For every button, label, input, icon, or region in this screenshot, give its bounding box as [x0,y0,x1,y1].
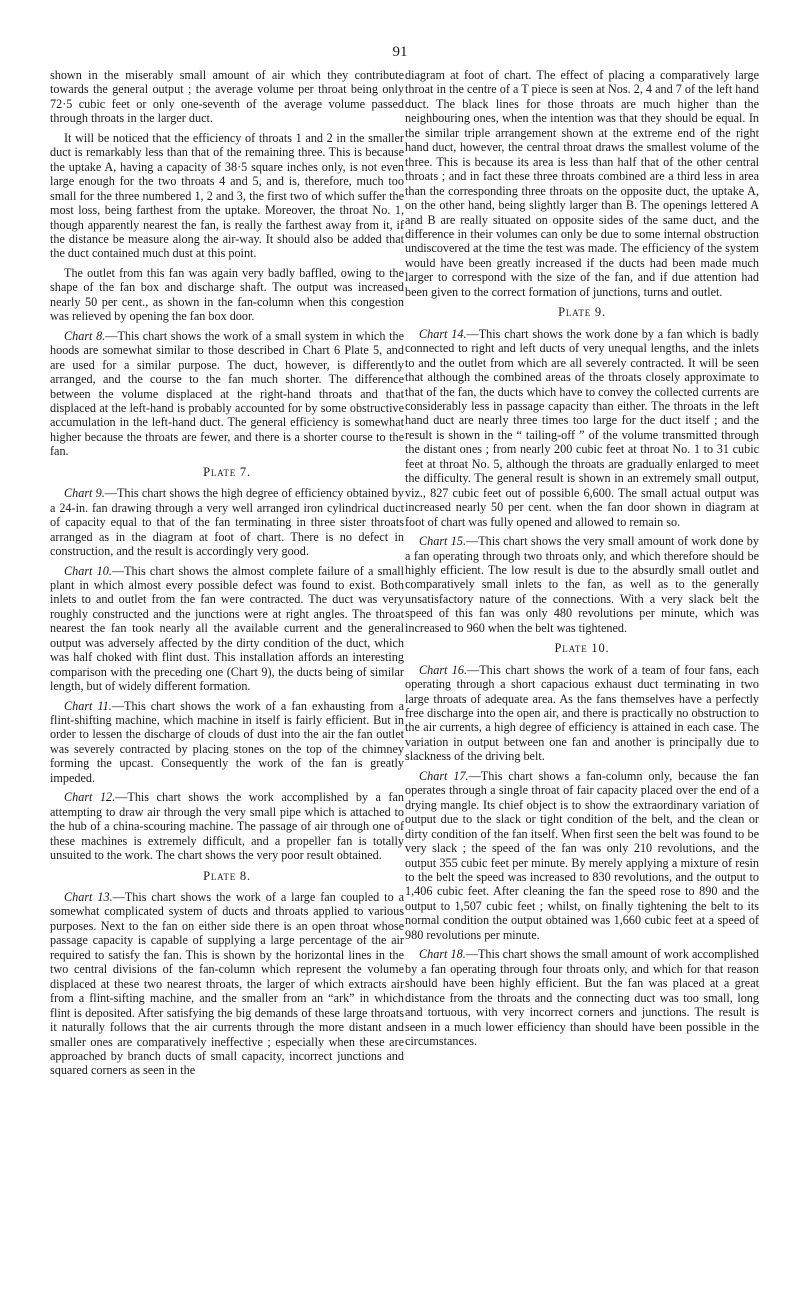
chart-17-label: Chart 17. [419,768,469,783]
chart-9-paragraph [50,486,404,558]
chart-17-text: —This chart shows a fan-column only, because the fan operates through a single throat of fair capacity placed over the end of a drying mangle. Its chief object is to show the extraordinary variation of output due to the slack or tight condition of the belt, and the clean or dirty condition of the fan itself. When first seen the belt was found to be very slack ; the speed of the fan was only 210 revolutions, and the output 355 cubic feet per minute. By merely applying a mixture of resin to the belt the speed was increased to 830 revolutions, and the output to 1,406 cubic feet. After cleaning the fan the speed rose to 890 and the output to 1,507 cubic feet ; whilst, on finally tightening the belt to its normal condition the output obtained was 1,660 cubic feet at a speed of 980 revolutions per minute. [405,768,760,942]
plate-9-heading: Plate 9. [558,305,606,320]
chart-11-text: —This chart shows the work of a fan exhausting from a flint-shifting machine, which machine in itself is fairly efficient. But in order to lessen the discharge of clouds of dust into the air the fan outlet was severely contracted by placing stones on the top of the chimney forming the upcast. Consequently the work of the fan is greatly impeded. [50,698,404,785]
chart-18-label: Chart 18. [419,947,466,962]
chart-14-text: —This chart shows the work done by a fan which is badly connected to right and left ducts of very unequal lengths, and the inlets to and the outlet from which are all severely contracted. It will be seen that although the combined areas of the throats closely approximate to that of the fan, the ducts which have to convey the collected currents are considerably less in passage capacity than either. The throats in the left hand duct are nearly three times too large for the duct itself ; and the result is shown in the “ tailing-off ” of the volume transmitted through the distant ones ; from nearly 200 cubic feet at throat No. 1 to 31 cubic feet at throat No. 5, although the throats are gradually enlarged to meet the difficulty. The general result is shown in an extremely small output, viz., 827 cubic feet out of possible 6,600. The small actual output was increased nearly 50 per cent. when the fan door shown in diagram at foot of chart was fully opened and allowed to remain so. [405,326,760,529]
chart-13-text: —This chart shows the work of a large fan coupled to a somewhat complicated system of ducts and throats applied to various purposes. Next to the fan on either side there is an open throat whose passage capacity is capable of supplying a large percentage of the air required to satisfy the fan. This is shown by the horizontal lines in the two central divisions of the fan-column which represent the volume displaced at these two nearest throats, the larger of which extracts air from a flint-sifting machine, and the smaller from an “ark” in which flint is deposited. After satisfying the big demands of these large throats it naturally follows that the air currents through the more distant and smaller ones are comparatively ineffective ; especially when these are approached by branch ducts of small capacity, incorrect junctions and squared corners as seen in the [50,890,404,1078]
chart-16-paragraph [405,663,759,764]
chart-8-text: —This chart shows the work of a small system in which the hoods are somewhat similar to those described in Chart 6 Plate 5, and are used for a similar purpose. The duct, however, is differently arranged, and the course to the fan much shorter. The difference between the volume displaced at the right-hand throats and that displaced at the left-hand is probably accounted for by some obstructive accumulation in the left-hand duct. The general efficiency is somewhat higher because the throats are fewer, and there is a shorter course to the fan. [50,328,404,459]
chart-15-label: Chart 15. [419,534,467,549]
chart-9-label: Chart 9. [64,486,105,501]
chart-12-text: —This chart shows the work accomplished by a fan attempting to draw air through the very small pipe which is attached to the hub of a china-scouring machine. The passage of air through one of these machines is extremely difficult, and a propeller fan is totally unsuited to the work. The chart shows the very poor result obtained. [50,790,404,863]
chart-15-text: —This chart shows the very small amount of work done by a fan operating through two throats only, and which therefore should be highly efficient. The low result is due to the absurdly small outlet and comparatively small inlets to the fan, as well as to the generally unsatisfactory nature of the connections. With a very slack belt the speed of this fan was only 480 revolutions per minute, which was increased to 960 when the belt was tightened. [405,534,759,635]
chart-13-paragraph [50,890,404,1078]
chart-11-paragraph [50,699,404,786]
chart-18-paragraph [405,947,759,1048]
left-column [50,68,404,1083]
chart-10-label: Chart 10. [64,563,112,578]
chart-8-label: Chart 8. [64,328,106,343]
chart-17-paragraph [405,769,759,942]
paragraph: It will be noticed that the efficiency of throats 1 and 2 in the smaller duct is remarkably less than that of the remaining three. This is because the uptake A, having a capacity of 38·5 square inches only, is not even large enough for the two throats 4 and 5, and is, therefore, much too small for the three numbered 1, 2 and 3, the first two of which suffer the most loss, being farthest from the uptake. Moreover, the throat No. 1, though apparently nearest the fan, is really the farthest away from it, if the distance be measure along the air-way. It should also be added that the duct contained much dust at this point. [50,130,404,261]
chart-14-paragraph [405,327,759,529]
chart-16-label: Chart 16. [419,662,468,677]
chart-10-paragraph [50,564,404,694]
chart-14-label: Chart 14. [419,326,467,341]
chart-11-label: Chart 11. [64,698,112,713]
chart-15-paragraph [405,534,759,635]
chart-13-label: Chart 13. [64,890,113,905]
plate-8-heading: Plate 8. [203,868,251,883]
paragraph: The outlet from this fan was again very badly baffled, owing to the shape of the fan box and discharge shaft. The output was increased nearly 50 per cent., as shown in the fan-column when this congestion was relieved by opening the fan box door. [50,265,404,324]
plate-7-heading: Plate 7. [203,464,251,479]
chart-12-paragraph [50,790,404,862]
paragraph: diagram at foot of chart. The effect of placing a comparatively large throat in the centre of a T piece is seen at Nos. 2, 4 and 7 of the left hand duct. The black lines for those throats are much higher than the neighbouring ones, when the intention was that they should be equal. In the similar triple arrangement shown at the extreme end of the right hand duct, however, the central throat draws the smallest volume of the three. This is because its area is less than half that of the other central throats ; and in fact these three throats combined are a third less in area than the corresponding three throats on the opposite duct, the uptake A, on the other hand, being slightly larger than B. The openings lettered A and B are really situated on opposite sides of the same duct, and the difference in their volumes can only be due to some internal obstruction undiscovered at the time the test was made. The efficiency of the system would have been greatly increased if the ducts had been made much larger to correspond with the size of the fan, and if due attention had been given to the correct formation of junctions, turns and outlet. [405,68,759,299]
page-number: 91 [392,44,408,60]
chart-8-paragraph [50,329,404,459]
chart-18-text: —This chart shows the small amount of work accomplished by a fan operating through four throats only, and which for that reason should have been highly efficient. But the fan was placed at a great distance from the throats and the connecting duct was too small, long and tortuous, with very incorrect corners and junctions. The result is seen in a much lower efficiency than should have been possible in the circumstances. [405,947,759,1048]
chart-9-text: —This chart shows the high degree of efficiency obtained by a 24-in. fan drawing through a very well arranged iron cylindrical duct of capacity equal to that of the fan terminating in three sister throats arranged as in the diagram at foot of chart. There is no defect in construction, and the result is accordingly very good. [50,486,404,559]
plate-10-heading: Plate 10. [554,641,610,656]
chart-12-label: Chart 12. [64,790,116,805]
chart-10-text: —This chart shows the almost complete failure of a small plant in which almost every possible defect was found to exist. Both inlets to and outlet from the fan were contracted. The duct was very roughly constructed and the junctions were at right angles. The throat nearest the fan took nearly all the available current and the general output was adversely affected by the dirty condition of the duct, which was half choked with flint dust. This installation affords an interesting comparison with the preceding one (Chart 9), the ducts being of similar length, but of widely different formation. [50,563,405,694]
paragraph: shown in the miserably small amount of air which they contribute towards the general output ; the average volume per throat being only 72·5 cubic feet or only one-seventh of the average volume passed through throats in the larger duct. [50,68,404,126]
chart-16-text: —This chart shows the work of a team of four fans, each operating through a short capacious exhaust duct terminating in two large throats of adequate area. As the fans themselves have a perfectly free discharge into the open air, and there is practically no obstruction to the air currents, a high degree of efficiency is attained in each case. The variation in output between one fan and another is principally due to slackness of the driving belt. [405,662,759,764]
right-column [405,68,759,1053]
